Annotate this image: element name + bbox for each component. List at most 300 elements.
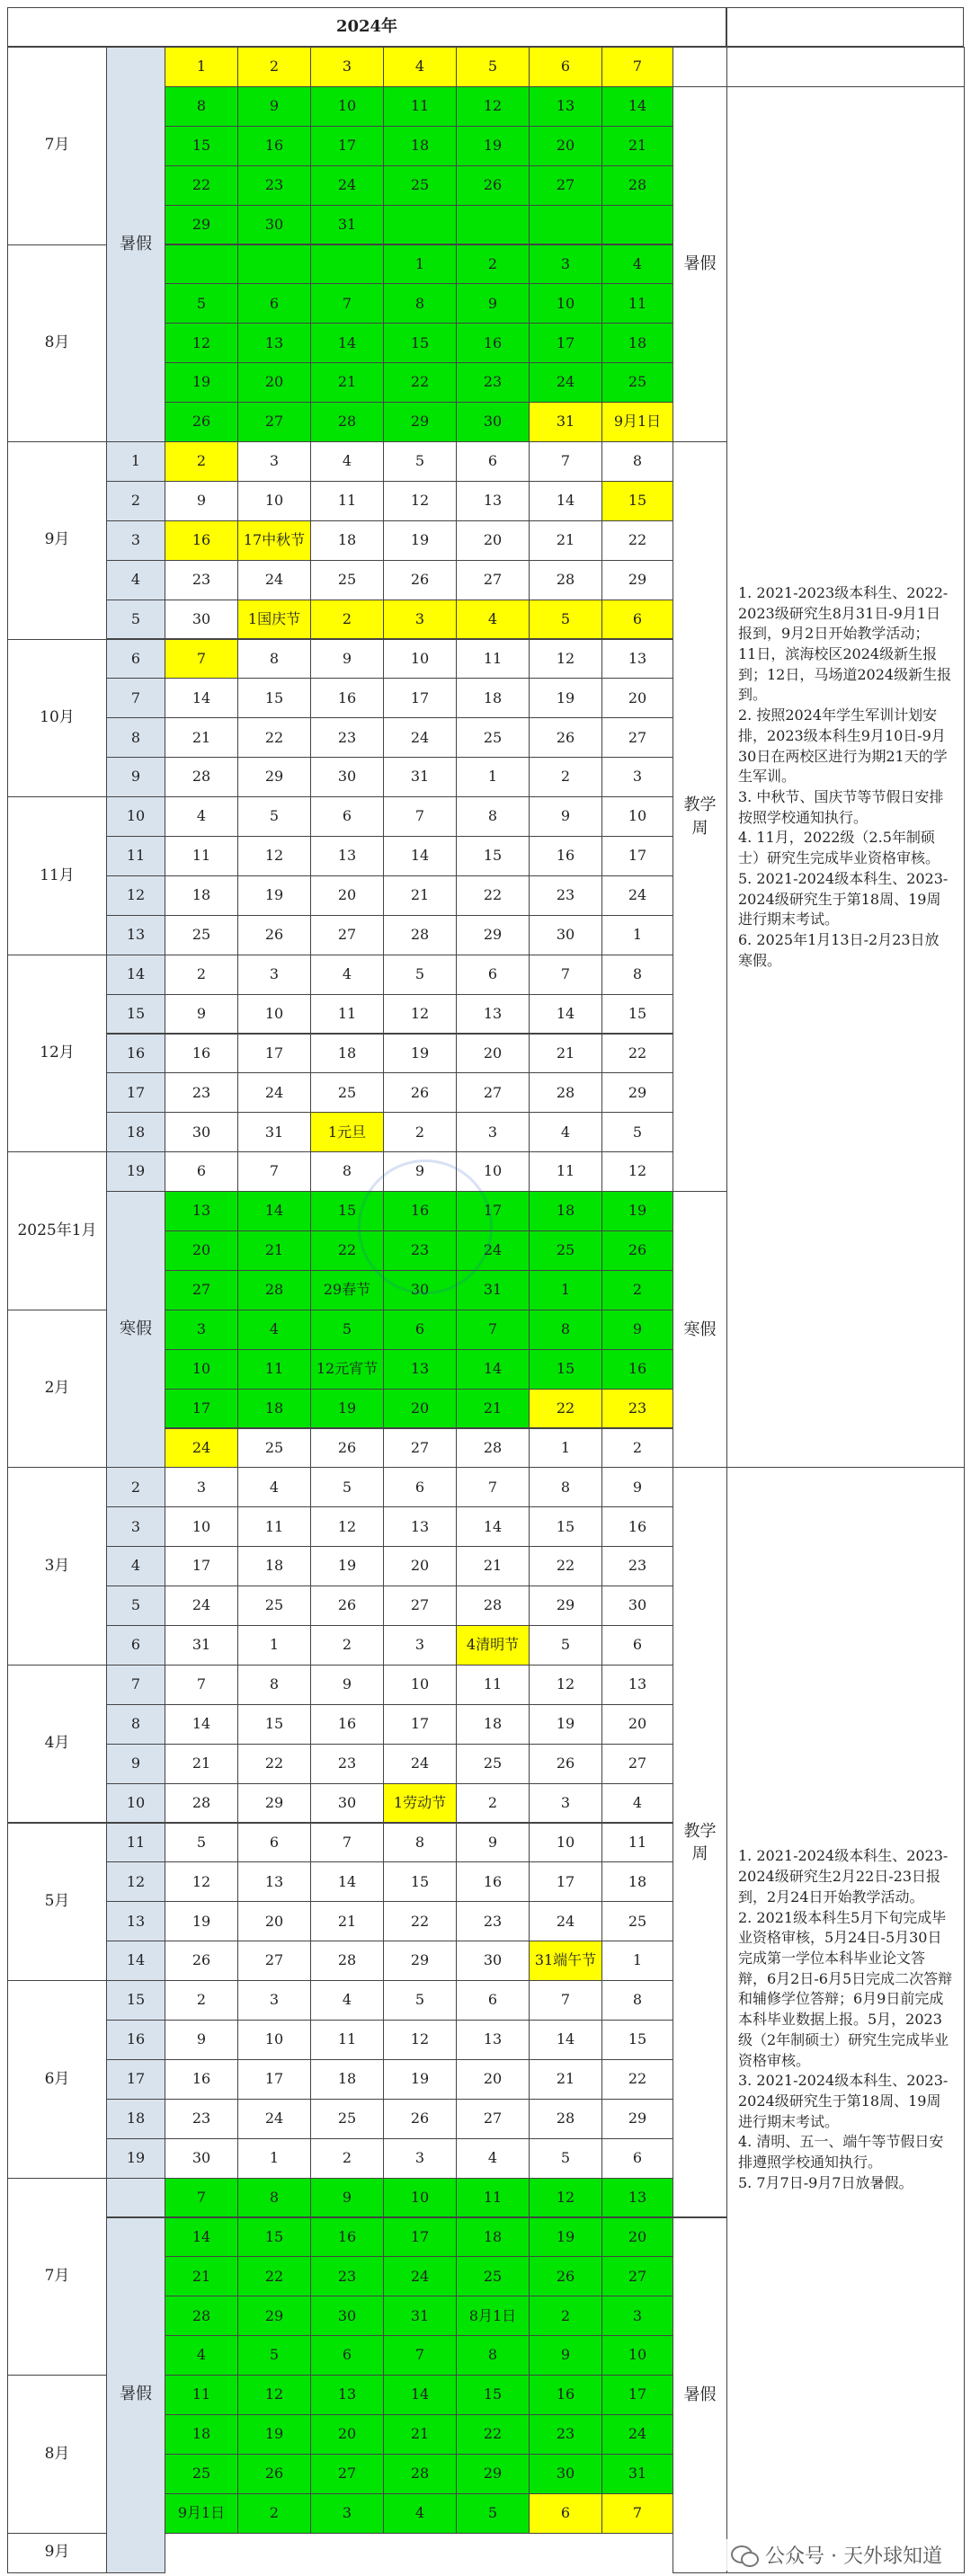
day-cell: 20 [601,1704,673,1745]
day-cell: 19 [237,875,311,916]
day-cell: 14 [383,836,457,876]
month-label: 8月 [7,2375,107,2534]
day-cell: 27 [383,1586,457,1626]
day-cell: 27 [529,165,602,206]
week-number: 9 [106,757,165,797]
day-cell: 5 [529,2138,602,2179]
day-cell: 16 [165,1034,238,1074]
day-cell: 5 [383,955,457,995]
day-cell: 7 [601,2493,673,2534]
day-cell: 25 [310,2099,384,2139]
day-cell: 26 [383,2099,457,2139]
day-cell: 8 [165,86,238,127]
day-cell: 3 [383,1625,457,1666]
day-cell: 20 [237,362,311,403]
day-cell: 22 [237,1744,311,1784]
week-number: 5 [106,600,165,640]
day-cell: 30 [529,2454,602,2494]
month-label: 3月 [7,1467,107,1666]
day-cell: 12 [529,1665,602,1705]
week-number: 11 [106,836,165,876]
day-cell: 1 [529,1270,602,1310]
day-cell: 9月1日 [601,402,673,442]
day-cell: 13 [529,86,602,127]
day-cell: 25 [310,560,384,600]
day-cell: 14 [165,2217,238,2258]
day-cell: 12 [165,1861,238,1902]
week-number: 17 [106,1072,165,1113]
day-cell: 4 [383,47,457,87]
day-cell: 22 [601,1034,673,1074]
day-cell: 26 [383,560,457,600]
day-cell: 20 [456,1034,530,1074]
day-cell: 5 [456,2493,530,2534]
day-cell: 4 [310,1980,384,2021]
day-cell: 2 [165,955,238,995]
day-cell: 19 [383,2059,457,2100]
day-cell: 23 [165,1072,238,1113]
day-cell: 11 [456,2178,530,2218]
day-cell: 27 [456,1072,530,1113]
day-cell: 26 [237,2454,311,2494]
day-cell: 29 [456,2454,530,2494]
day-cell: 25 [237,1428,311,1469]
day-cell: 31 [456,1270,530,1310]
day-cell: 22 [165,165,238,206]
day-cell: 26 [383,1072,457,1113]
day-cell: 22 [601,520,673,561]
day-cell: 17 [601,836,673,876]
day-cell: 15 [529,1506,602,1547]
day-cell: 25 [237,1586,311,1626]
day-cell: 1 [165,47,238,87]
day-cell: 17 [310,126,384,166]
day-cell: 9月1日 [165,2493,238,2534]
week-number: 18 [106,2099,165,2139]
day-cell: 4 [237,1467,311,1507]
day-cell: 30 [165,1112,238,1152]
day-cell: 10 [383,1665,457,1705]
school-calendar-table [7,7,964,2567]
day-cell: 16 [165,2059,238,2100]
day-cell: 28 [529,2099,602,2139]
day-cell: 14 [165,678,238,718]
day-cell: 20 [529,126,602,166]
day-cell: 17 [601,2375,673,2415]
day-cell: 21 [310,1901,384,1941]
day-cell: 24 [383,2256,457,2296]
day-cell: 29 [601,560,673,600]
day-cell: 6 [383,1467,457,1507]
day-cell: 17 [237,2059,311,2100]
day-cell: 21 [383,875,457,916]
day-cell: 12 [383,481,457,521]
day-cell: 28 [529,1072,602,1113]
day-cell: 20 [601,2217,673,2258]
day-cell: 13 [237,1861,311,1902]
day-cell: 28 [237,1270,311,1310]
day-cell: 9 [310,639,384,680]
day-cell: 9 [165,481,238,521]
day-cell: 27 [237,1941,311,1981]
day-cell: 17 [383,1704,457,1745]
day-cell: 15 [456,2375,530,2415]
day-cell: 11 [310,994,384,1035]
week-number: 13 [106,1901,165,1941]
day-cell: 4 [601,244,673,285]
day-cell: 13 [383,1349,457,1390]
day-cell: 21 [165,1744,238,1784]
day-cell: 3 [383,600,457,640]
day-cell: 13 [165,1191,238,1231]
day-cell: 1元旦 [310,1112,384,1152]
day-cell: 24 [383,1744,457,1784]
day-cell: 17中秋节 [237,520,311,561]
day-cell: 27 [456,2099,530,2139]
day-cell: 20 [456,520,530,561]
day-cell: 24 [165,1428,238,1469]
day-cell: 21 [456,1389,530,1429]
week-number: 3 [106,520,165,561]
day-cell: 30 [529,915,602,955]
day-cell: 20 [165,1230,238,1271]
day-cell: 4 [383,2493,457,2534]
day-cell: 8 [601,441,673,482]
day-cell: 4 [165,796,238,837]
day-cell: 7 [529,955,602,995]
day-cell: 21 [165,2256,238,2296]
month-label: 8月 [7,244,107,443]
day-cell: 9 [456,1823,530,1863]
day-cell: 28 [456,1586,530,1626]
day-cell: 4 [310,441,384,482]
day-cell: 5 [383,1980,457,2021]
day-cell: 13 [383,1506,457,1547]
day-cell: 17 [237,1034,311,1074]
day-cell: 6 [165,1151,238,1192]
day-cell: 8 [237,2178,311,2218]
day-cell: 29 [237,757,311,797]
day-cell: 29 [601,2099,673,2139]
month-label: 6月 [7,1980,107,2179]
day-cell: 21 [529,1034,602,1074]
day-cell: 23 [601,1389,673,1429]
week-number: 8 [106,717,165,758]
day-cell: 25 [165,915,238,955]
day-cell: 25 [601,1901,673,1941]
note-line: 2. 按照2024年学生军训计划安排，2023级本科生9月10日-9月30日在两校区进行为期21天的学生军训。 [738,706,948,786]
day-cell: 8 [601,955,673,995]
day-cell: 18 [237,1546,311,1586]
day-cell: 28 [383,2454,457,2494]
day-cell: 16 [456,1861,530,1902]
week-number: 8 [106,1704,165,1745]
day-cell: 9 [529,796,602,837]
day-cell: 23 [310,2256,384,2296]
day-cell: 29 [383,402,457,442]
day-cell: 21 [529,520,602,561]
day-cell: 5 [529,600,602,640]
day-cell: 3 [383,2138,457,2179]
day-cell: 18 [237,1389,311,1429]
notes-text [738,1846,953,2193]
period-label: 寒假 [673,1191,727,1468]
day-cell: 13 [456,481,530,521]
day-cell: 30 [165,600,238,640]
day-cell: 31端午节 [529,1941,602,1981]
day-cell: 19 [529,678,602,718]
day-cell: 2 [165,1980,238,2021]
day-cell: 3 [237,1980,311,2021]
day-cell: 24 [237,1072,311,1113]
day-cell: 14 [529,2020,602,2060]
day-cell: 22 [456,875,530,916]
day-cell: 6 [310,796,384,837]
notes-block [726,86,965,1469]
day-cell [601,205,673,245]
day-cell: 11 [383,86,457,127]
day-cell: 14 [310,1861,384,1902]
note-line: 4. 清明、五一、端午等节假日安排遵照学校通知执行。 [738,2133,944,2172]
day-cell: 25 [456,717,530,758]
day-cell: 16 [601,1349,673,1390]
week-number: 7 [106,1665,165,1705]
day-cell: 30 [456,402,530,442]
day-cell: 23 [310,1744,384,1784]
day-cell: 5 [310,1467,384,1507]
day-cell: 2 [529,757,602,797]
day-cell: 30 [456,1941,530,1981]
day-cell: 16 [456,323,530,363]
day-cell: 27 [601,2256,673,2296]
day-cell: 5 [237,796,311,837]
week-number: 2 [106,481,165,521]
day-cell: 5 [237,2335,311,2376]
note-line: 3. 中秋节、国庆节等节假日安排按照学校通知执行。 [738,788,944,826]
notes-blank-cell [726,47,965,87]
day-cell: 23 [237,165,311,206]
period-label: 暑假 [673,2217,727,2573]
day-cell: 27 [601,717,673,758]
day-cell: 26 [310,1428,384,1469]
day-cell [310,244,384,285]
month-label: 5月 [7,1823,107,1982]
day-cell: 3 [456,1112,530,1152]
day-cell: 23 [165,2099,238,2139]
day-cell: 19 [383,1034,457,1074]
week-number [106,2178,165,2218]
day-cell: 1 [601,1941,673,1981]
day-cell: 13 [456,2020,530,2060]
day-cell: 24 [165,1586,238,1626]
day-cell: 26 [529,1744,602,1784]
day-cell: 13 [237,323,311,363]
week-number: 16 [106,2020,165,2060]
day-cell: 26 [165,1941,238,1981]
day-cell: 20 [310,2414,384,2455]
note-line: 5. 2021-2024级本科生、2023-2024级研究生于第18周、19周进行期末考试。 [738,869,949,928]
day-cell: 8 [237,639,311,680]
day-cell: 13 [310,836,384,876]
week-number: 15 [106,994,165,1035]
day-cell: 22 [383,1901,457,1941]
day-cell: 24 [383,717,457,758]
day-cell: 31 [601,2454,673,2494]
month-label: 12月 [7,955,107,1153]
day-cell: 9 [601,1467,673,1507]
day-cell [165,244,238,285]
day-cell: 18 [310,520,384,561]
day-cell: 27 [310,2454,384,2494]
note-line: 5. 7月7日-9月7日放暑假。 [738,2173,913,2191]
table-title: 2024年 [7,7,726,47]
day-cell: 22 [456,2414,530,2455]
day-cell: 4 [237,1310,311,1350]
day-cell: 18 [601,323,673,363]
day-cell: 22 [601,2059,673,2100]
day-cell: 24 [456,1230,530,1271]
day-cell: 9 [601,1310,673,1350]
day-cell: 12 [529,2178,602,2218]
day-cell: 26 [529,717,602,758]
day-cell: 4 [456,2138,530,2179]
day-cell: 10 [601,796,673,837]
day-cell: 15 [310,1191,384,1231]
day-cell: 5 [529,1625,602,1666]
day-cell: 7 [237,1151,311,1192]
day-cell: 7 [456,1467,530,1507]
day-cell: 2 [310,2138,384,2179]
day-cell: 3 [310,2493,384,2534]
month-label: 10月 [7,639,107,798]
day-cell: 10 [456,1151,530,1192]
day-cell: 7 [165,2178,238,2218]
week-number: 14 [106,955,165,995]
day-cell: 15 [601,481,673,521]
day-cell: 11 [529,1151,602,1192]
day-cell: 10 [601,2335,673,2376]
day-cell: 16 [529,836,602,876]
day-cell: 16 [601,1506,673,1547]
day-cell: 22 [237,717,311,758]
day-cell: 19 [310,1389,384,1429]
week-number: 13 [106,915,165,955]
day-cell: 7 [310,1823,384,1863]
day-cell: 27 [601,1744,673,1784]
day-cell: 12元宵节 [310,1349,384,1390]
day-cell: 23 [456,1901,530,1941]
week-number: 6 [106,639,165,680]
day-cell: 25 [456,2256,530,2296]
day-cell: 21 [456,1546,530,1586]
day-cell: 28 [310,402,384,442]
day-cell: 15 [237,2217,311,2258]
day-cell: 10 [383,639,457,680]
day-cell: 6 [529,2493,602,2534]
day-cell: 12 [456,86,530,127]
day-cell: 26 [529,2256,602,2296]
week-number: 9 [106,1744,165,1784]
week-number: 19 [106,2138,165,2179]
day-cell: 1劳动节 [383,1783,457,1824]
day-cell: 21 [529,2059,602,2100]
day-cell: 4 [310,955,384,995]
day-cell: 29 [601,1072,673,1113]
day-cell: 8月1日 [456,2296,530,2336]
day-cell: 29 [237,1783,311,1824]
day-cell: 28 [383,915,457,955]
day-cell: 22 [310,1230,384,1271]
day-cell: 19 [310,1546,384,1586]
day-cell: 12 [165,323,238,363]
notes-block [726,1467,965,2572]
day-cell: 10 [529,1823,602,1863]
day-cell: 18 [165,2414,238,2455]
day-cell: 6 [601,2138,673,2179]
day-cell: 11 [456,639,530,680]
day-cell: 18 [529,1191,602,1231]
day-cell: 1 [529,1428,602,1469]
day-cell: 16 [237,126,311,166]
day-cell: 30 [310,757,384,797]
day-cell: 14 [601,86,673,127]
day-cell: 4清明节 [456,1625,530,1666]
day-cell: 22 [383,362,457,403]
day-cell: 7 [165,639,238,680]
day-cell: 30 [310,1783,384,1824]
month-label: 4月 [7,1665,107,1824]
day-cell: 27 [165,1270,238,1310]
vacation-label: 寒假 [106,1191,165,1468]
day-cell: 14 [529,994,602,1035]
day-cell: 12 [237,836,311,876]
day-cell: 11 [456,1665,530,1705]
day-cell: 9 [237,86,311,127]
day-cell: 16 [310,2217,384,2258]
day-cell: 7 [383,2335,457,2376]
wechat-icon [731,2544,758,2567]
day-cell: 21 [237,1230,311,1271]
day-cell: 17 [529,1861,602,1902]
week-number: 11 [106,1823,165,1863]
day-cell: 8 [383,1823,457,1863]
day-cell: 2 [383,1112,457,1152]
month-label: 7月 [7,2178,107,2376]
day-cell: 10 [383,2178,457,2218]
day-cell: 15 [383,323,457,363]
day-cell: 30 [165,2138,238,2179]
day-cell: 9 [456,283,530,324]
day-cell: 2 [237,47,311,87]
day-cell: 11 [310,481,384,521]
day-cell: 13 [601,2178,673,2218]
day-cell: 18 [456,678,530,718]
day-cell: 9 [529,2335,602,2376]
week-number: 18 [106,1112,165,1152]
month-label: 11月 [7,796,107,955]
week-number: 1 [106,441,165,482]
day-cell: 2 [601,1428,673,1469]
day-cell: 15 [601,994,673,1035]
day-cell: 3 [310,47,384,87]
day-cell: 23 [529,2414,602,2455]
day-cell: 28 [165,2296,238,2336]
month-label: 2025年1月 [7,1151,107,1310]
day-cell: 22 [529,1389,602,1429]
day-cell: 19 [165,362,238,403]
day-cell: 6 [310,2335,384,2376]
week-number: 10 [106,796,165,837]
